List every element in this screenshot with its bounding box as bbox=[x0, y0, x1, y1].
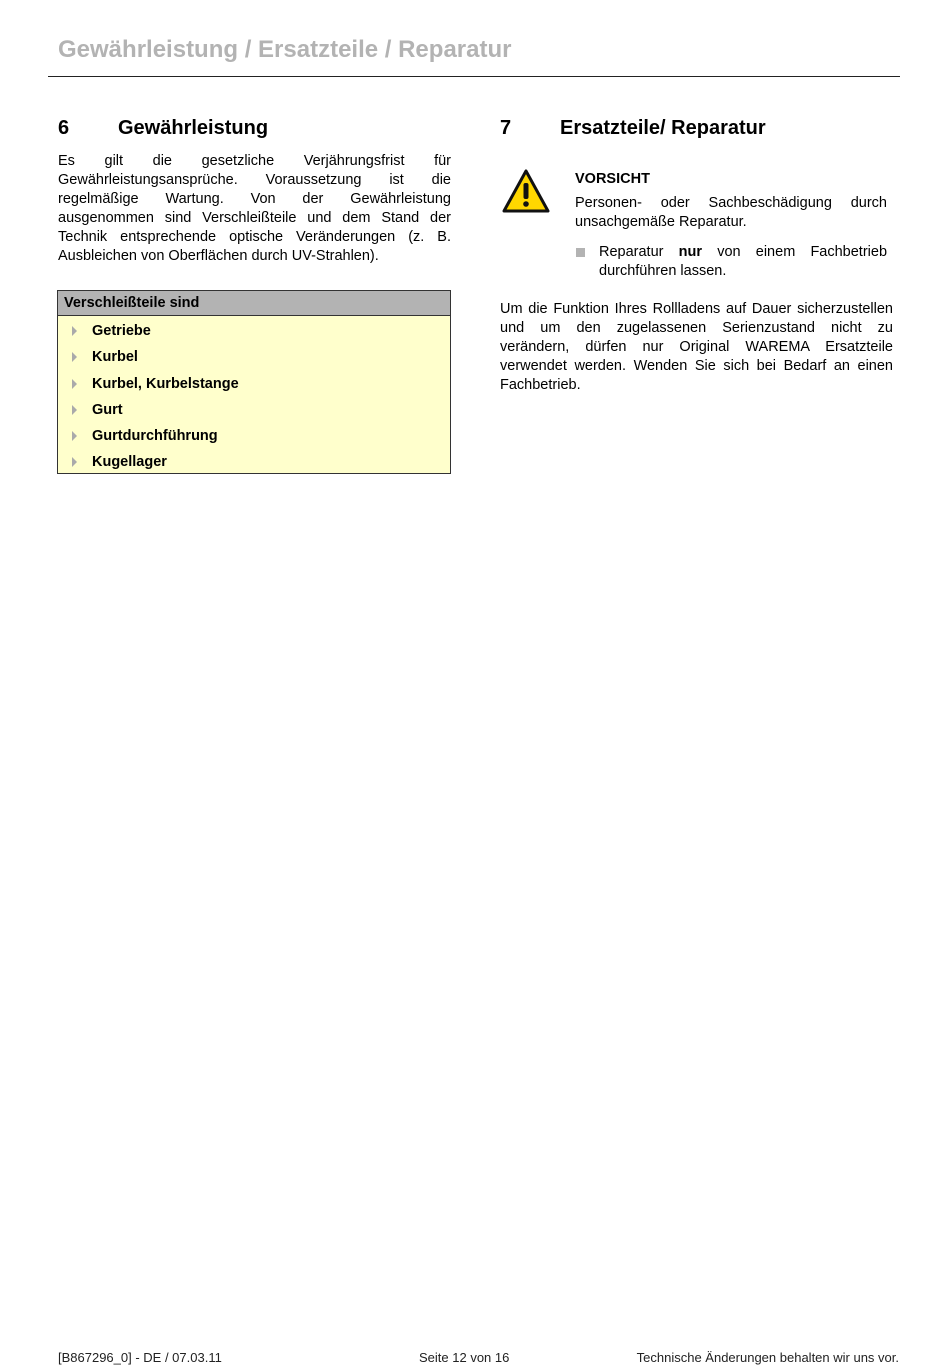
list-item bbox=[58, 426, 450, 452]
list-item-label: Kugellager bbox=[92, 454, 167, 471]
instruction-text-start: Reparatur bbox=[599, 244, 664, 260]
triangle-bullet-icon bbox=[72, 457, 77, 467]
caution-instruction bbox=[599, 243, 887, 281]
list-item-label: Getriebe bbox=[92, 323, 151, 339]
section-6-paragraph: Es gilt die gesetzliche Verjährungsfrist für Gewährleistungsansprüche. Voraussetzung ist die regelmäßige Wartung. Von der Gewährleistung ausgenommen sind Verschleißteile und dem Stand der Technik entsprechende optische Veränderungen (z. B. Ausbleichen von Oberflächen durch UV-Strahlen). bbox=[58, 153, 451, 264]
caution-label: VORSICHT bbox=[575, 171, 650, 187]
section-6-heading bbox=[58, 117, 458, 141]
section-7-paragraph: Um die Funktion Ihres Rollladens auf Dauer sicherzustellen und um den zugelassenen Serienzustand nicht zu verändern, dürfen nur Original WAREMA Ersatzteile verwendet werden. Wenden Sie sich bei Bedarf an einen Fachbetrieb. bbox=[500, 301, 893, 393]
section-6-title: Gewährleistung bbox=[118, 117, 269, 139]
list-item bbox=[58, 347, 450, 373]
wear-parts-heading: Verschleißteile sind bbox=[58, 291, 450, 316]
triangle-bullet-icon bbox=[72, 431, 77, 441]
wear-parts-list bbox=[58, 316, 450, 479]
list-item bbox=[58, 452, 450, 478]
triangle-bullet-icon bbox=[72, 326, 77, 336]
triangle-bullet-icon bbox=[72, 405, 77, 415]
footer-page-number: Seite 12 von 16 bbox=[419, 1350, 510, 1365]
section-6-number: 6 bbox=[58, 117, 70, 139]
list-item-label: Gurtdurchführung bbox=[92, 428, 218, 445]
warning-triangle-icon bbox=[502, 169, 550, 213]
section-7-heading bbox=[500, 117, 900, 141]
instruction-text-end: von einem Fachbetrieb durchführen lassen. bbox=[599, 244, 888, 279]
list-item-label: Kurbel bbox=[92, 349, 138, 366]
triangle-bullet-icon bbox=[72, 379, 77, 389]
section-7-number: 7 bbox=[500, 117, 512, 139]
list-item-label: Gurt bbox=[92, 401, 123, 418]
list-item-label: Kurbel, Kurbelstange bbox=[92, 375, 239, 392]
caution-text: Personen- oder Sachbeschädigung durch unsachgemäße Reparatur. bbox=[575, 195, 887, 230]
footer-notice: Technische Änderungen behalten wir uns vor. bbox=[636, 1350, 899, 1365]
section-7-title: Ersatzteile/ Reparatur bbox=[560, 117, 766, 139]
wear-parts-box bbox=[57, 290, 451, 474]
list-item bbox=[58, 321, 450, 347]
list-item bbox=[58, 400, 450, 426]
footer-doc-id: [B867296_0] - DE / 07.03.11 bbox=[58, 1350, 222, 1365]
square-bullet-icon bbox=[576, 248, 585, 257]
page-header-title: Gewährleistung / Ersatzteile / Reparatur bbox=[58, 36, 512, 63]
header-divider bbox=[48, 76, 900, 77]
triangle-bullet-icon bbox=[72, 352, 77, 362]
instruction-emphasis: nur bbox=[678, 244, 703, 260]
list-item bbox=[58, 374, 450, 400]
